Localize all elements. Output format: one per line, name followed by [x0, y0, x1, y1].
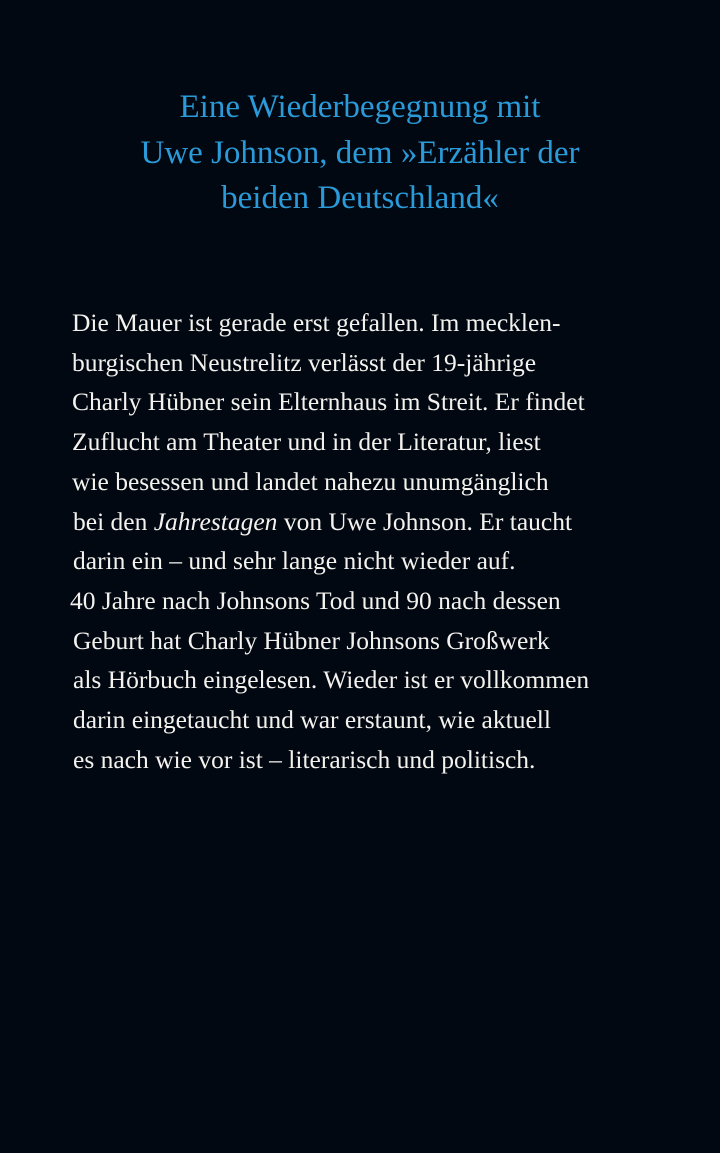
blurb-text: [72, 303, 672, 779]
cover-heading: [0, 85, 720, 222]
blurb-line: darin ein – und sehr lange nicht wieder auf.: [73, 546, 516, 576]
blurb-line: darin eingetaucht und war erstaunt, wie aktuell: [73, 705, 551, 735]
blurb-line: Geburt hat Charly Hübner Johnsons Großwerk: [73, 625, 550, 655]
blurb-text-segment: bei den: [73, 506, 154, 536]
blurb-text-segment: von Uwe Johnson. Er taucht: [277, 506, 573, 536]
book-title-jahrestage: Jahrestagen: [153, 506, 278, 536]
heading-line: beiden Deutschland«: [221, 180, 499, 216]
blurb-line: wie besessen und landet nahezu unumgänglich: [72, 466, 549, 496]
blurb-line: 40 Jahre nach Johnsons Tod und 90 nach dessen: [70, 585, 561, 615]
blurb-line: als Hörbuch eingelesen. Wieder ist er vollkommen: [73, 665, 590, 695]
blurb-line: Zuflucht am Theater und in der Literatur, liest: [72, 427, 541, 457]
blurb-line: Die Mauer ist gerade erst gefallen. Im mecklen-: [72, 308, 561, 337]
blurb-line: Charly Hübner sein Elternhaus im Streit. Er findet: [72, 387, 585, 417]
blurb-line: es nach wie vor ist – literarisch und politisch.: [73, 744, 536, 774]
heading-line: Uwe Johnson, dem »Erzähler der: [140, 134, 580, 171]
heading-line: Eine Wiederbegegnung mit: [179, 89, 541, 125]
blurb-line: [72, 502, 672, 542]
blurb-line: burgischen Neustrelitz verlässt der 19-jährige: [72, 347, 537, 377]
